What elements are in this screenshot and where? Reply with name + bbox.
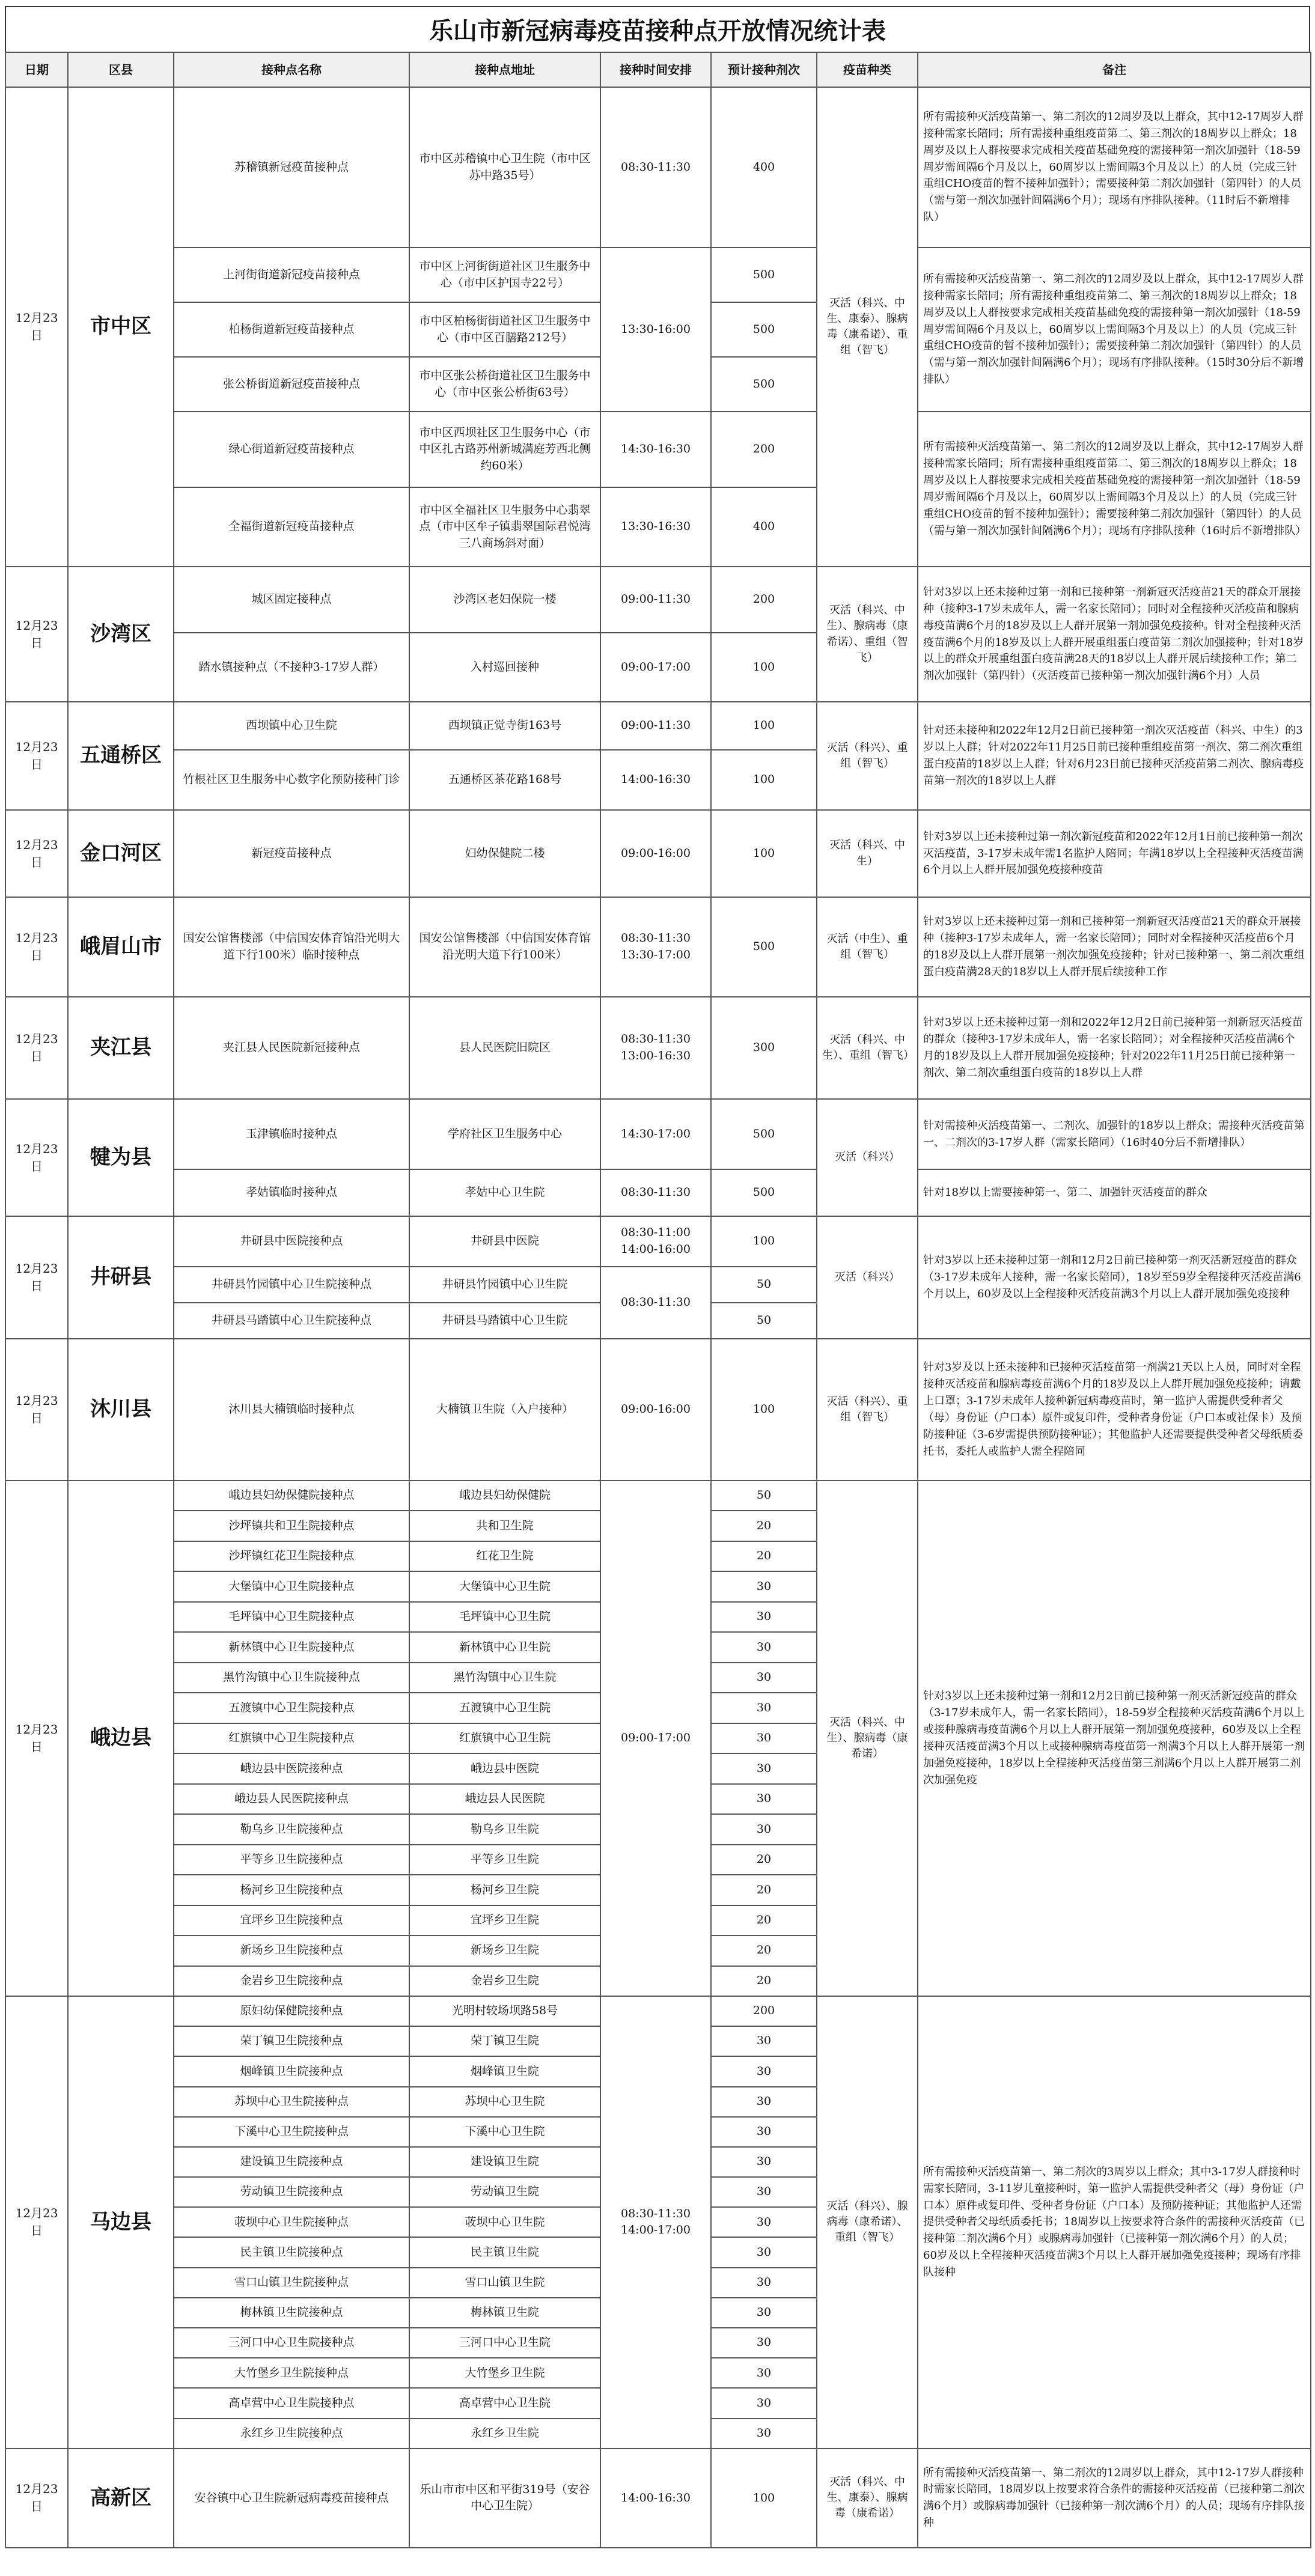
vaccine-type-cell: 灭活（科兴、中生、康泰）、腺病毒（康希诺）、重组（智飞） xyxy=(817,87,918,567)
site-address-cell: 毛坪镇中心卫生院 xyxy=(409,1602,600,1632)
doses-cell: 200 xyxy=(711,1996,817,2026)
page-title: 乐山市新冠病毒疫苗接种点开放情况统计表 xyxy=(5,6,1310,52)
site-address-cell: 新场乡卫生院 xyxy=(409,1935,600,1965)
doses-cell: 50 xyxy=(711,1481,817,1511)
table-row xyxy=(5,997,1311,1099)
time-cell: 14:00-16:30 xyxy=(600,2449,711,2548)
time-cell: 09:00-16:00 xyxy=(600,1339,711,1481)
notes-cell: 所有需接种灭活疫苗第一、第二剂次的3周岁以上群众；其中3-17岁人群接种时需家长陪同，3-11岁儿童接种时，第一监护人需提供受种者父（母）身份证（户口本）原件或复印件、受种者身份证（户口本）及预防接种证；其他监护人还需提供受种者父母纸质委托书；18周岁以上按要求符合条件的需接种灭活疫苗（已接种第二剂次满6个月）或腺病毒加强针（已接种第一剂次满6个月）的人员；60岁及以上全程接种灭活疫苗满3个月以上人群开展加强免疫接种；现场有序排队接种 xyxy=(918,1996,1311,2449)
time-cell: 09:00-16:00 xyxy=(600,810,711,897)
time-cell: 09:00-17:00 xyxy=(600,1481,711,1996)
site-address-cell: 市中区全福社区卫生服务中心翡翠点（市中区牟子镇翡翠国际君悦湾三八商场斜对面） xyxy=(409,487,600,567)
site-name-cell: 五渡镇中心卫生院接种点 xyxy=(174,1693,409,1723)
site-name-cell: 玉津镇临时接种点 xyxy=(174,1099,409,1169)
table-row xyxy=(5,412,1311,487)
notes-cell: 针对3岁以上还未接种过第一剂次新冠疫苗和2022年12月1日前已接种第一剂次灭活疫苗，3-17岁未成年需1名监护人陪同；年满18岁以上全程接种灭活疫苗满6个月以上人群开展加强免疫接种疫苗 xyxy=(918,810,1311,897)
doses-cell: 200 xyxy=(711,412,817,487)
date-cell: 12月23日 xyxy=(5,2449,68,2548)
site-address-cell: 建设镇卫生院 xyxy=(409,2147,600,2177)
doses-cell: 20 xyxy=(711,1905,817,1935)
site-name-cell: 井研县马踏镇中心卫生院接种点 xyxy=(174,1303,409,1339)
doses-cell: 500 xyxy=(711,248,817,302)
doses-cell: 100 xyxy=(711,2449,817,2548)
table-row xyxy=(5,702,1311,750)
table-row xyxy=(5,810,1311,897)
doses-cell: 30 xyxy=(711,2056,817,2086)
site-name-cell: 苏稽镇新冠疫苗接种点 xyxy=(174,87,409,248)
doses-cell: 30 xyxy=(711,2419,817,2449)
site-name-cell: 安谷镇中心卫生院新冠病毒疫苗接种点 xyxy=(174,2449,409,2548)
doses-cell: 20 xyxy=(711,1845,817,1875)
site-address-cell: 西坝镇正觉寺街163号 xyxy=(409,702,600,750)
doses-cell: 30 xyxy=(711,2117,817,2147)
doses-cell: 100 xyxy=(711,702,817,750)
site-address-cell: 平等乡卫生院 xyxy=(409,1845,600,1875)
table-row xyxy=(5,248,1311,302)
county-cell: 市中区 xyxy=(68,87,174,567)
header-row xyxy=(5,52,1311,87)
site-name-cell: 全福街道新冠疫苗接种点 xyxy=(174,487,409,567)
doses-cell: 30 xyxy=(711,1693,817,1723)
site-address-cell: 红旗镇中心卫生院 xyxy=(409,1723,600,1753)
doses-cell: 20 xyxy=(711,1875,817,1905)
doses-cell: 30 xyxy=(711,1602,817,1632)
time-cell: 13:30-16:30 xyxy=(600,487,711,567)
header-notes: 备注 xyxy=(918,52,1311,87)
time-cell: 09:00-11:30 xyxy=(600,567,711,633)
doses-cell: 400 xyxy=(711,87,817,248)
site-name-cell: 绿心街道新冠疫苗接种点 xyxy=(174,412,409,487)
date-cell: 12月23日 xyxy=(5,1099,68,1216)
site-address-cell: 勒乌乡卫生院 xyxy=(409,1814,600,1844)
doses-cell: 30 xyxy=(711,2358,817,2388)
vaccine-type-cell: 灭活（科兴、中生）、腺病毒（康希诺）、重组（智飞） xyxy=(817,567,918,702)
date-cell: 12月23日 xyxy=(5,702,68,810)
notes-cell: 针对3岁以上还未接种过第一剂和已接种第一剂新冠灭活疫苗21天的群众开展接种（接种3-17岁未成年人，需一名家长陪同）；同时对全程接种灭活疫苗和腺病毒疫苗满6个月的18岁及以上人群开展第一剂加强免疫接种。针对全程接种灭活疫苗满6个月的18岁及以上人群开展重组蛋白疫苗第二剂次加强接种；针对18岁以上的群众开展重组蛋白疫苗满28天的18岁以上人群开展后续接种工作；第二剂次加强针（第四针）（灭活疫苗已接种第一剂次加强针满6个月）人员 xyxy=(918,567,1311,702)
site-address-cell: 峨边县中医院 xyxy=(409,1753,600,1783)
doses-cell: 30 xyxy=(711,2388,817,2418)
doses-cell: 100 xyxy=(711,1339,817,1481)
table-row xyxy=(5,1169,1311,1216)
county-cell: 犍为县 xyxy=(68,1099,174,1216)
site-name-cell: 井研县中医院接种点 xyxy=(174,1216,409,1267)
site-name-cell: 荍坝中心卫生院接种点 xyxy=(174,2207,409,2237)
site-address-cell: 永红乡卫生院 xyxy=(409,2419,600,2449)
site-name-cell: 踏水镇接种点（不接种3-17岁人群） xyxy=(174,633,409,702)
vaccine-type-cell: 灭活（中生）、重组（智飞） xyxy=(817,897,918,997)
doses-cell: 30 xyxy=(711,1663,817,1693)
site-address-cell: 黑竹沟镇中心卫生院 xyxy=(409,1663,600,1693)
site-name-cell: 新场乡卫生院接种点 xyxy=(174,1935,409,1965)
notes-cell: 所有需接种灭活疫苗第一、第二剂次的12周岁及以上群众，其中12-17周岁人群接种需家长陪同；所有需接种重组疫苗第二、第三剂次的18周岁以上群众；18周岁及以上人群按要求完成相关疫苗基础免疫的需接种第一剂次加强针（18-59周岁需间隔6个月及以上，60周岁以上需间隔3个月及以上）的人员（完成三针重组CHO疫苗的暂不接种加强针）；需要接种第二剂次加强针（第四针）的人员（需与第一剂次加强针间隔满6个月）；现场有序排队接种。（11时后不新增排队） xyxy=(918,87,1311,248)
site-name-cell: 柏杨街道新冠疫苗接种点 xyxy=(174,302,409,357)
site-address-cell: 共和卫生院 xyxy=(409,1511,600,1541)
doses-cell: 200 xyxy=(711,567,817,633)
county-cell: 峨边县 xyxy=(68,1481,174,1996)
time-cell: 08:30-11:30 13:00-16:30 xyxy=(600,997,711,1099)
header-time: 接种时间安排 xyxy=(600,52,711,87)
doses-cell: 100 xyxy=(711,1216,817,1267)
time-cell: 08:30-11:30 xyxy=(600,1169,711,1216)
site-name-cell: 杨河乡卫生院接种点 xyxy=(174,1875,409,1905)
site-name-cell: 张公桥街道新冠疫苗接种点 xyxy=(174,357,409,412)
county-cell: 夹江县 xyxy=(68,997,174,1099)
site-name-cell: 沙坪镇共和卫生院接种点 xyxy=(174,1511,409,1541)
doses-cell: 30 xyxy=(711,1784,817,1814)
site-name-cell: 荣丁镇卫生院接种点 xyxy=(174,2026,409,2056)
site-address-cell: 下溪中心卫生院 xyxy=(409,2117,600,2147)
doses-cell: 500 xyxy=(711,1099,817,1169)
vaccine-type-cell: 灭活（科兴） xyxy=(817,1099,918,1216)
doses-cell: 100 xyxy=(711,810,817,897)
site-address-cell: 新林镇中心卫生院 xyxy=(409,1632,600,1662)
site-address-cell: 县人民医院旧院区 xyxy=(409,997,600,1099)
site-name-cell: 建设镇卫生院接种点 xyxy=(174,2147,409,2177)
date-cell: 12月23日 xyxy=(5,1339,68,1481)
vaccine-type-cell: 灭活（科兴）、重组（智飞） xyxy=(817,1339,918,1481)
site-name-cell: 上河街街道新冠疫苗接种点 xyxy=(174,248,409,302)
site-address-cell: 金岩乡卫生院 xyxy=(409,1966,600,1996)
site-name-cell: 沙坪镇红花卫生院接种点 xyxy=(174,1541,409,1571)
site-name-cell: 下溪中心卫生院接种点 xyxy=(174,2117,409,2147)
site-name-cell: 新冠疫苗接种点 xyxy=(174,810,409,897)
site-address-cell: 峨边县人民医院 xyxy=(409,1784,600,1814)
site-name-cell: 竹根社区卫生服务中心数字化预防接种门诊 xyxy=(174,750,409,810)
header-site-name: 接种点名称 xyxy=(174,52,409,87)
doses-cell: 30 xyxy=(711,2177,817,2207)
doses-cell: 30 xyxy=(711,1814,817,1844)
site-address-cell: 光明村较场坝路58号 xyxy=(409,1996,600,2026)
site-name-cell: 原妇幼保健院接种点 xyxy=(174,1996,409,2026)
vaccine-type-cell: 灭活（科兴） xyxy=(817,1216,918,1339)
header-date: 日期 xyxy=(5,52,68,87)
date-cell: 12月23日 xyxy=(5,1481,68,1996)
site-address-cell: 市中区上河街街道社区卫生服务中心（市中区护国寺22号） xyxy=(409,248,600,302)
site-name-cell: 国安公馆售楼部（中信国安体育馆沿光明大道下行100米）临时接种点 xyxy=(174,897,409,997)
county-cell: 高新区 xyxy=(68,2449,174,2548)
header-vaccine-type: 疫苗种类 xyxy=(817,52,918,87)
county-cell: 井研县 xyxy=(68,1216,174,1339)
site-address-cell: 五渡镇中心卫生院 xyxy=(409,1693,600,1723)
site-address-cell: 荍坝中心卫生院 xyxy=(409,2207,600,2237)
site-name-cell: 红旗镇中心卫生院接种点 xyxy=(174,1723,409,1753)
county-cell: 沐川县 xyxy=(68,1339,174,1481)
site-address-cell: 大楠镇卫生院（入户接种） xyxy=(409,1339,600,1481)
county-cell: 沙湾区 xyxy=(68,567,174,702)
site-name-cell: 民主镇卫生院接种点 xyxy=(174,2237,409,2267)
date-cell: 12月23日 xyxy=(5,897,68,997)
header-doses: 预计接种剂次 xyxy=(711,52,817,87)
site-name-cell: 夹江县人民医院新冠接种点 xyxy=(174,997,409,1099)
doses-cell: 500 xyxy=(711,357,817,412)
site-address-cell: 学府社区卫生服务中心 xyxy=(409,1099,600,1169)
doses-cell: 20 xyxy=(711,1541,817,1571)
site-address-cell: 国安公馆售楼部（中信国安体育馆沿光明大道下行100米） xyxy=(409,897,600,997)
doses-cell: 30 xyxy=(711,1571,817,1601)
site-name-cell: 新林镇中心卫生院接种点 xyxy=(174,1632,409,1662)
site-address-cell: 高卓营中心卫生院 xyxy=(409,2388,600,2418)
site-name-cell: 烟峰镇卫生院接种点 xyxy=(174,2056,409,2086)
doses-cell: 30 xyxy=(711,2087,817,2117)
site-name-cell: 西坝镇中心卫生院 xyxy=(174,702,409,750)
notes-cell: 针对18岁以上需要接种第一、第二、加强针灭活疫苗的群众 xyxy=(918,1169,1311,1216)
time-cell: 08:30-11:30 13:30-17:00 xyxy=(600,897,711,997)
doses-cell: 50 xyxy=(711,1267,817,1303)
time-cell: 14:30-17:00 xyxy=(600,1099,711,1169)
vaccine-type-cell: 灭活（科兴、中生） xyxy=(817,810,918,897)
site-address-cell: 孝姑中心卫生院 xyxy=(409,1169,600,1216)
vaccine-type-cell: 灭活（科兴、中生、康泰）、腺病毒（康希诺） xyxy=(817,2449,918,2548)
doses-cell: 30 xyxy=(711,1753,817,1783)
doses-cell: 100 xyxy=(711,633,817,702)
table-row xyxy=(5,2449,1311,2548)
site-name-cell: 永红乡卫生院接种点 xyxy=(174,2419,409,2449)
county-cell: 马边县 xyxy=(68,1996,174,2449)
site-address-cell: 苏坝中心卫生院 xyxy=(409,2087,600,2117)
doses-cell: 400 xyxy=(711,487,817,567)
notes-cell: 所有需接种灭活疫苗第一、第二剂次的12周岁及以上群众，其中12-17周岁人群接种需家长陪同；所有需接种重组疫苗第二、第三剂次的18周岁以上群众；18周岁及以上人群按要求完成相关疫苗基础免疫的需接种第一剂次加强针（18-59周岁需间隔6个月及以上，60周岁以上需间隔3个月及以上）的人员（完成三针重组CHO疫苗的暂不接种加强针）；需要接种第二剂次加强针（第四针）的人员（需与第一剂次加强针间隔满6个月）；现场有序排队接种。（15时30分后不新增排队） xyxy=(918,248,1311,412)
site-name-cell: 金岩乡卫生院接种点 xyxy=(174,1966,409,1996)
site-address-cell: 市中区柏杨街街道社区卫生服务中心（市中区百膳路212号） xyxy=(409,302,600,357)
site-address-cell: 梅林镇卫生院 xyxy=(409,2298,600,2328)
doses-cell: 30 xyxy=(711,2207,817,2237)
site-name-cell: 高卓营中心卫生院接种点 xyxy=(174,2388,409,2418)
site-address-cell: 井研县中医院 xyxy=(409,1216,600,1267)
notes-cell: 所有需接种灭活疫苗第一、第二剂次的12周岁以上群众，其中12-17岁人群接种时需家长陪同，18周岁以上按要求符合条件的需接种灭活疫苗（已接种第二剂次满6个月）或腺病毒加强针（已接种第一剂次满6个月）的人员；现场有序排队接种 xyxy=(918,2449,1311,2548)
notes-cell: 针对需接种灭活疫苗第一、二剂次、加强针的18岁以上群众；需接种灭活疫苗第一、二剂次的3-17岁人群（需家长陪同）（16时40分后不新增排队） xyxy=(918,1099,1311,1169)
county-cell: 五通桥区 xyxy=(68,702,174,810)
vaccine-type-cell: 灭活（科兴）、重组（智飞） xyxy=(817,702,918,810)
time-cell: 09:00-11:30 xyxy=(600,702,711,750)
doses-cell: 300 xyxy=(711,997,817,1099)
notes-cell: 针对3岁以上还未接种过第一剂和2022年12月2日前已接种第一剂新冠灭活疫苗的群众（接种3-17岁未成年人，需一名家长陪同）；对全程接种灭活疫苗满6个月的18岁及以上人群开展加强免疫接种；针对2022年11月25日前已接种第一剂次、第二剂次重组蛋白疫苗的18岁以上人群 xyxy=(918,997,1311,1099)
county-cell: 峨眉山市 xyxy=(68,897,174,997)
site-address-cell: 入村巡回接种 xyxy=(409,633,600,702)
site-address-cell: 劳动镇卫生院 xyxy=(409,2177,600,2207)
doses-cell: 20 xyxy=(711,1935,817,1965)
doses-cell: 30 xyxy=(711,2237,817,2267)
time-cell: 14:00-16:30 xyxy=(600,750,711,810)
table-row xyxy=(5,1996,1311,2026)
doses-cell: 50 xyxy=(711,1303,817,1339)
vaccine-type-cell: 灭活（科兴、中生）、腺病毒（康希诺） xyxy=(817,1481,918,1996)
site-name-cell: 勒乌乡卫生院接种点 xyxy=(174,1814,409,1844)
site-name-cell: 井研县竹园镇中心卫生院接种点 xyxy=(174,1267,409,1303)
site-name-cell: 雪口山镇卫生院接种点 xyxy=(174,2268,409,2298)
site-address-cell: 宜坪乡卫生院 xyxy=(409,1905,600,1935)
site-name-cell: 平等乡卫生院接种点 xyxy=(174,1845,409,1875)
time-cell: 13:30-16:00 xyxy=(600,248,711,412)
date-cell: 12月23日 xyxy=(5,87,68,567)
table-row xyxy=(5,897,1311,997)
site-name-cell: 峨边县妇幼保健院接种点 xyxy=(174,1481,409,1511)
doses-cell: 30 xyxy=(711,2328,817,2358)
site-name-cell: 峨边县人民医院接种点 xyxy=(174,1784,409,1814)
site-address-cell: 杨河乡卫生院 xyxy=(409,1875,600,1905)
site-name-cell: 峨边县中医院接种点 xyxy=(174,1753,409,1783)
site-name-cell: 梅林镇卫生院接种点 xyxy=(174,2298,409,2328)
time-cell: 08:30-11:30 xyxy=(600,1267,711,1339)
site-address-cell: 妇幼保健院二楼 xyxy=(409,810,600,897)
doses-cell: 30 xyxy=(711,2026,817,2056)
site-address-cell: 红花卫生院 xyxy=(409,1541,600,1571)
header-site-address: 接种点地址 xyxy=(409,52,600,87)
site-address-cell: 市中区苏稽镇中心卫生院（市中区苏中路35号） xyxy=(409,87,600,248)
notes-cell: 针对3岁以上还未接种过第一剂和已接种第一剂新冠灭活疫苗21天的群众开展接种（接种3-17岁未成年人，需一名家长陪同）；同时对全程接种灭活疫苗6个月的18岁及以上人群开展第一剂次加强免疫接种；针对已接种第一、第二剂次重组蛋白疫苗满28天的18岁以上人群开展后续接种工作 xyxy=(918,897,1311,997)
site-name-cell: 毛坪镇中心卫生院接种点 xyxy=(174,1602,409,1632)
site-name-cell: 孝姑镇临时接种点 xyxy=(174,1169,409,1216)
site-name-cell: 大堡镇中心卫生院接种点 xyxy=(174,1571,409,1601)
header-county: 区县 xyxy=(68,52,174,87)
doses-cell: 500 xyxy=(711,897,817,997)
site-address-cell: 市中区张公桥街道社区卫生服务中心（市中区张公桥街63号） xyxy=(409,357,600,412)
notes-cell: 所有需接种灭活疫苗第一、第二剂次的12周岁及以上群众，其中12-17周岁人群接种需家长陪同；所有需接种重组疫苗第二、第三剂次的18周岁以上群众；18周岁及以上人群按要求完成相关疫苗基础免疫的需接种第一剂次加强针（18-59周岁需间隔6个月及以上，60周岁以上需间隔3个月及以上）的人员（完成三针重组CHO疫苗的暂不接种加强针）；需要接种第二剂次加强针（第四针）的人员（需与第一剂次加强针间隔满6个月）；现场有序排队接种（16时后不新增排队） xyxy=(918,412,1311,567)
site-address-cell: 井研县竹园镇中心卫生院 xyxy=(409,1267,600,1303)
site-address-cell: 井研县马踏镇中心卫生院 xyxy=(409,1303,600,1339)
site-name-cell: 黑竹沟镇中心卫生院接种点 xyxy=(174,1663,409,1693)
doses-cell: 30 xyxy=(711,2268,817,2298)
site-address-cell: 沙湾区老妇保院一楼 xyxy=(409,567,600,633)
date-cell: 12月23日 xyxy=(5,1216,68,1339)
doses-cell: 20 xyxy=(711,1966,817,1996)
time-cell: 14:30-16:30 xyxy=(600,412,711,487)
doses-cell: 30 xyxy=(711,1723,817,1753)
site-address-cell: 荣丁镇卫生院 xyxy=(409,2026,600,2056)
notes-cell: 针对3岁以上还未接种过第一剂和12月2日前已接种第一剂灭活新冠疫苗的群众（3-17岁未成年人，需一名家长陪同），18-59岁全程接种灭活疫苗满6个月以上或接种腺病毒疫苗满6个月以上人群开展第一剂加强免疫接种，60岁及以上全程接种灭活疫苗满3个月以上或接种腺病毒疫苗第一剂满3个月以上人群开展第一剂加强免疫接种，18岁以上全程接种灭活疫苗第三剂满6个月以上人群开展第二剂次加强免疫 xyxy=(918,1481,1311,1996)
site-address-cell: 烟峰镇卫生院 xyxy=(409,2056,600,2086)
site-name-cell: 劳动镇卫生院接种点 xyxy=(174,2177,409,2207)
doses-cell: 100 xyxy=(711,750,817,810)
time-cell: 09:00-17:00 xyxy=(600,633,711,702)
time-cell: 08:30-11:00 14:00-16:00 xyxy=(600,1216,711,1267)
site-address-cell: 乐山市市中区和平街319号（安谷中心卫生院） xyxy=(409,2449,600,2548)
site-name-cell: 大竹堡乡卫生院接种点 xyxy=(174,2358,409,2388)
doses-cell: 500 xyxy=(711,1169,817,1216)
notes-cell: 针对还未接种和2022年12月2日前已接种第一剂次灭活疫苗（科兴、中生）的3岁以上人群；针对2022年11月25日前已接种重组疫苗第一剂次、第二剂次重组蛋白疫苗的18岁以上人群；针对6月23日前已接种灭活疫苗第二剂次、腺病毒疫苗第一剂次的18岁以上人群 xyxy=(918,702,1311,810)
doses-cell: 30 xyxy=(711,2147,817,2177)
vaccine-type-cell: 灭活（科兴）、腺病毒（康希诺）、重组（智飞） xyxy=(817,1996,918,2449)
table-row xyxy=(5,1216,1311,1267)
site-address-cell: 大堡镇中心卫生院 xyxy=(409,1571,600,1601)
date-cell: 12月23日 xyxy=(5,810,68,897)
site-address-cell: 民主镇卫生院 xyxy=(409,2237,600,2267)
doses-cell: 30 xyxy=(711,1632,817,1662)
time-cell: 08:30-11:30 14:00-17:00 xyxy=(600,1996,711,2449)
site-name-cell: 三河口中心卫生院接种点 xyxy=(174,2328,409,2358)
table-row xyxy=(5,1339,1311,1481)
table-row xyxy=(5,1481,1311,1511)
vaccine-type-cell: 灭活（科兴、中生）、重组（智飞） xyxy=(817,997,918,1099)
notes-cell: 针对3岁以上还未接种过第一剂和12月2日前已接种第一剂灭活新冠疫苗的群众（3-17岁未成年人接种，需一名家长陪同），18岁至59岁全程接种灭活疫苗满6个月以上，60岁及以上全程接种灭活疫苗满3个月以上人群开展加强免疫接种 xyxy=(918,1216,1311,1339)
time-cell: 08:30-11:30 xyxy=(600,87,711,248)
doses-cell: 500 xyxy=(711,302,817,357)
site-address-cell: 市中区西坝社区卫生服务中心（市中区扎古路苏州新城满庭芳西北侧约60米） xyxy=(409,412,600,487)
site-address-cell: 大竹堡乡卫生院 xyxy=(409,2358,600,2388)
doses-cell: 20 xyxy=(711,1511,817,1541)
date-cell: 12月23日 xyxy=(5,997,68,1099)
table-row xyxy=(5,1099,1311,1169)
county-cell: 金口河区 xyxy=(68,810,174,897)
doses-cell: 30 xyxy=(711,2298,817,2328)
table-row xyxy=(5,567,1311,633)
site-name-cell: 城区固定接种点 xyxy=(174,567,409,633)
vaccination-table xyxy=(5,52,1311,2548)
site-address-cell: 雪口山镇卫生院 xyxy=(409,2268,600,2298)
site-address-cell: 三河口中心卫生院 xyxy=(409,2328,600,2358)
site-name-cell: 宜坪乡卫生院接种点 xyxy=(174,1905,409,1935)
site-name-cell: 沐川县大楠镇临时接种点 xyxy=(174,1339,409,1481)
date-cell: 12月23日 xyxy=(5,1996,68,2449)
site-address-cell: 五通桥区茶花路168号 xyxy=(409,750,600,810)
site-name-cell: 苏坝中心卫生院接种点 xyxy=(174,2087,409,2117)
table-row xyxy=(5,87,1311,248)
date-cell: 12月23日 xyxy=(5,567,68,702)
site-address-cell: 峨边县妇幼保健院 xyxy=(409,1481,600,1511)
notes-cell: 针对3岁及以上还未接种和已接种灭活疫苗第一剂满21天以上人员，同时对全程接种灭活疫苗和腺病毒疫苗满6个月的18岁及以上人群开展加强免疫接种；请戴上口罩；3-17岁未成年人接种新冠病毒疫苗时，第一监护人需提供受种者父（母）身份证（户口本）原件或复印件，受种者身份证（户口本或社保卡）及预防接种证（3-6岁需提供预防接种证）；其他监护人还需要提供受种者父母纸质委托书，委托人或监护人需全程陪同 xyxy=(918,1339,1311,1481)
